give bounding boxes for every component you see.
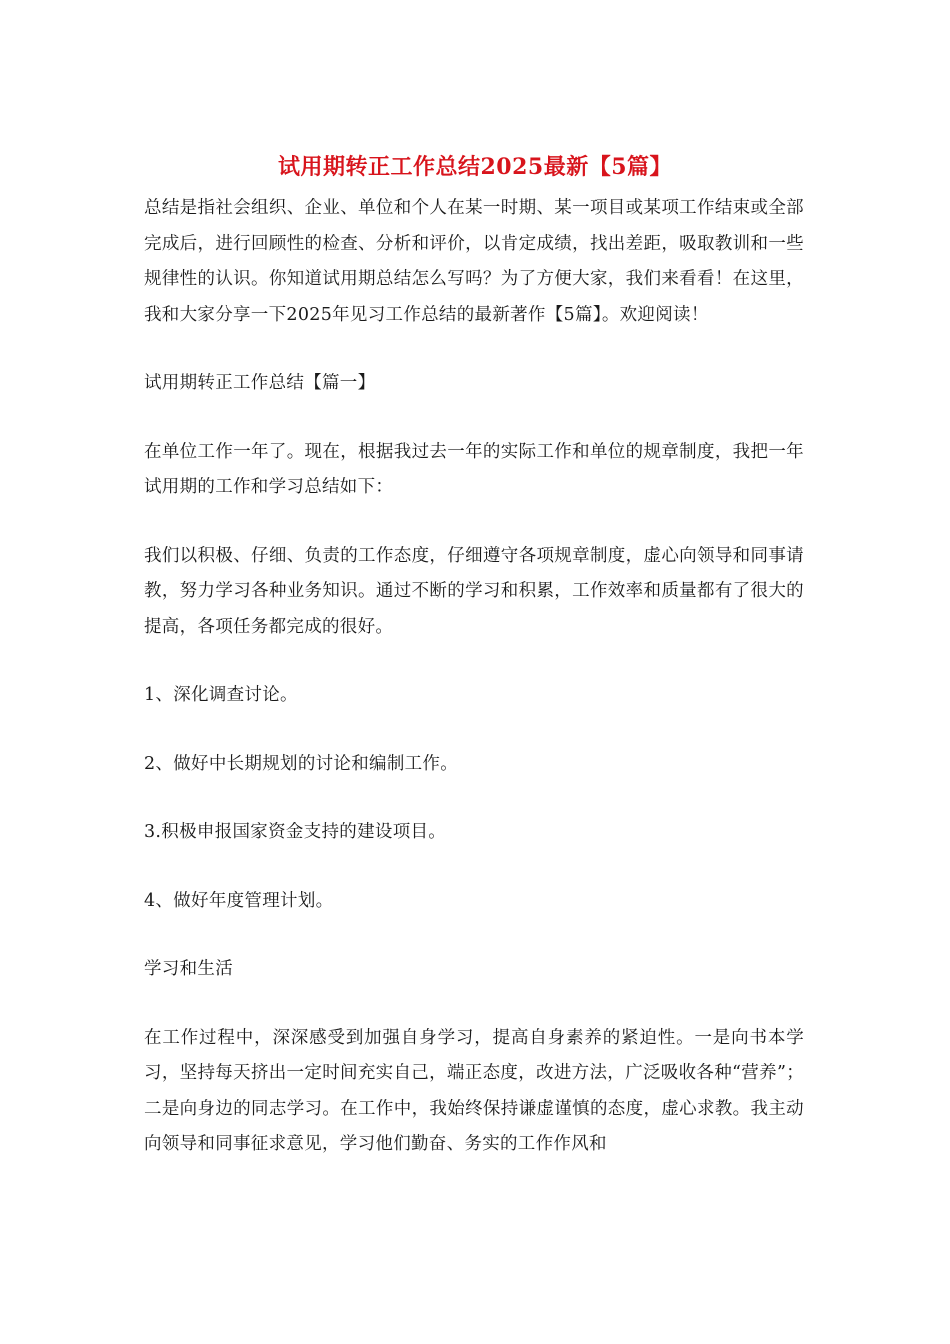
paragraph-study: 在工作过程中，深深感受到加强自身学习，提高自身素养的紧迫性。一是向书本学习，坚持每天挤出一定时间充实自己，端正态度，改进方法，广泛吸收各种“营养”；二是向身边的同志学习。在工作中，我始终保持谦虚谨慎的态度，虚心求教。我主动向领导和同事征求意见，学习他们勤奋、务实的工作作风和 [144,1027,804,1154]
intro-paragraph: 总结是指社会组织、企业、单位和个人在某一时期、某一项目或某项工作结束或全部完成后，进行回顾性的检查、分析和评价，以肯定成绩，找出差距，吸取教训和一些规律性的认识。你知道试用期总结怎么写吗？为了方便大家，我们来看看！在这里，我和大家分享一下2025年见习工作总结的最新著作【5篇】。欢迎阅读！ [144,198,804,325]
list-item-2: 2、做好中长期规划的讨论和编制工作。 [144,753,459,774]
list-item-4: 4、做好年度管理计划。 [144,890,334,911]
section-heading-study-life: 学习和生活 [144,959,233,979]
list-item-1: 1、深化调查讨论。 [144,685,298,705]
list-item-3: 3.积极申报国家资金支持的建设项目。 [144,822,447,842]
section-heading-part-one: 试用期转正工作总结【篇一】 [144,373,376,393]
document-title: 试用期转正工作总结2025最新【5篇】 [277,154,673,180]
paragraph-attitude: 我们以积极、仔细、负责的工作态度，仔细遵守各项规章制度，虚心向领导和同事请教，努力学习各种业务知识。通过不断的学习和积累，工作效率和质量都有了很大的提高，各项任务都完成的很好。 [144,545,804,637]
document-body [144,191,804,1196]
paragraph-opening: 在单位工作一年了。现在，根据我过去一年的实际工作和单位的规章制度，我把一年试用期的工作和学习总结如下： [144,441,804,497]
